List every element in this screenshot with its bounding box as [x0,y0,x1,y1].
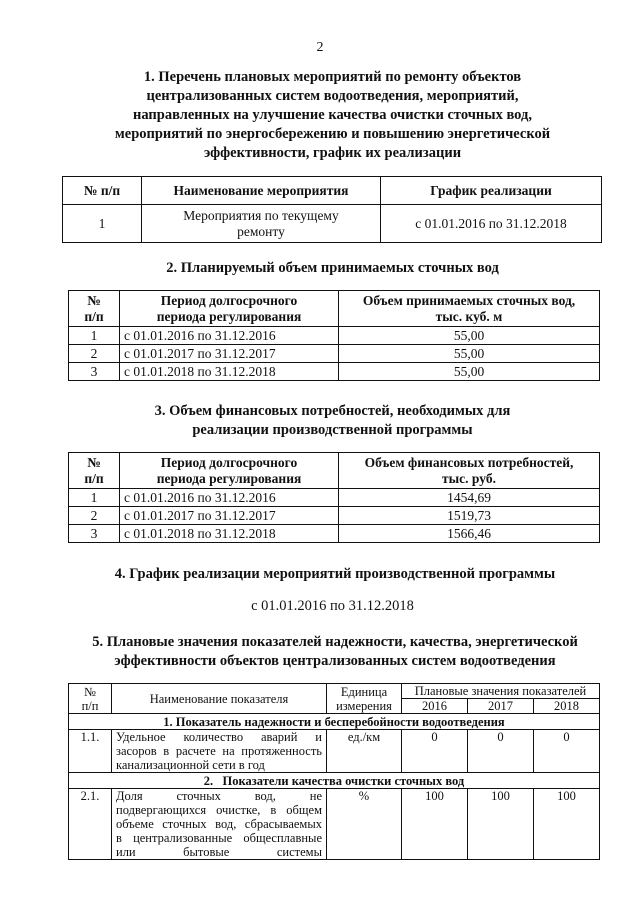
header-period-line: периода регулирования [156,470,302,486]
cell-num: 2 [69,507,120,525]
cell-name-line: в централизованные общесплавные [116,831,322,845]
cell-value-2016: 0 [402,730,468,773]
header-num [69,291,120,327]
header-num [69,453,120,489]
section5-table [68,683,600,860]
section2-table [68,290,600,381]
header-num-line: № [87,292,101,308]
header-period-line: периода регулирования [156,308,302,324]
cell-num: 3 [69,363,120,381]
header-num-line: п/п [84,470,104,486]
cell-value-2018: 0 [534,730,600,773]
table-row [69,789,600,860]
header-value-line: Объем принимаемых сточных вод, [362,292,576,308]
cell-name [112,789,327,860]
cell-unit: % [327,789,402,860]
section1-title-line: эффективности, график их реализации [203,145,462,161]
cell-name [112,730,327,773]
section1-title-line: направленных на улучшение качества очистки сточных вод, [133,107,532,123]
header-period-line: Период долгосрочного [160,454,298,470]
cell-period: с 01.01.2017 по 31.12.2017 [120,507,339,525]
cell-value: 55,00 [339,363,600,381]
section3-table [68,452,600,543]
cell-num: 2 [69,345,120,363]
section1-title-line: мероприятий по энергосбережению и повышению энергетической [114,126,551,142]
cell-num: 1 [63,205,142,243]
header-value [339,453,600,489]
header-value-line: Объем финансовых потребностей, [364,454,574,470]
section5-title-line: 5. Плановые значения показателей надежности, качества, энергетической [92,634,578,650]
cell-num: 1 [69,327,120,345]
group-title: 1. Показатель надежности и бесперебойности водоотведения [69,714,600,730]
header-value-line: тыс. руб. [442,470,496,486]
section1-title [60,68,605,163]
header-num: № п/п [63,177,142,205]
section3-title-line: реализации производственной программы [192,422,473,438]
header-num-line: п/п [84,308,104,324]
header-num-line: № [84,684,96,699]
header-num [69,684,112,714]
cell-value: 1519,73 [339,507,600,525]
cell-value: 55,00 [339,345,600,363]
cell-name-line: Мероприятия по текущему [183,207,339,223]
header-unit-line: Единица [340,684,388,699]
table-row [69,525,600,543]
table-row [69,345,600,363]
header-period [120,291,339,327]
header-year-2016: 2016 [402,699,468,714]
cell-name-line: засоров в расчете на протяженность [116,744,322,758]
table-row [69,507,600,525]
cell-name-line: объеме сточных вод, сбрасываемых [116,817,322,831]
cell-num: 1 [69,489,120,507]
section1-title-line: централизованных систем водоотведения, мероприятий, [146,88,519,104]
header-unit [327,684,402,714]
cell-value-2016: 100 [402,789,468,860]
cell-value-2018: 100 [534,789,600,860]
header-name: Наименование мероприятия [142,177,381,205]
header-period [120,453,339,489]
cell-unit: ед./км [327,730,402,773]
table-row [69,730,600,773]
group-title: 2. Показатели качества очистки сточных вод [69,773,600,789]
section3-title [60,402,605,440]
cell-value-2017: 100 [468,789,534,860]
header-planned: Плановые значения показателей [402,684,600,699]
cell-name-line: подвергающихся очистке, в общем [116,803,322,817]
section2-title: 2. Планируемый объем принимаемых сточных вод [166,260,499,276]
cell-value: 1566,46 [339,525,600,543]
header-year-2017: 2017 [468,699,534,714]
cell-schedule: с 01.01.2016 по 31.12.2018 [381,205,602,243]
cell-value: 1454,69 [339,489,600,507]
cell-period: с 01.01.2018 по 31.12.2018 [120,363,339,381]
table-row [69,363,600,381]
cell-name-line: Доля сточных вод, не [116,789,322,803]
cell-num: 3 [69,525,120,543]
header-num-line: № [87,454,101,470]
section5-title-line: эффективности объектов централизованных систем водоотведения [114,653,556,669]
cell-name-line: или бытовые системы [116,845,322,859]
section4-period: с 01.01.2016 по 31.12.2018 [251,598,414,614]
table-row [69,489,600,507]
header-unit-line: измерения [336,698,392,713]
page-number: 2 [316,40,324,55]
cell-period: с 01.01.2018 по 31.12.2018 [120,525,339,543]
section4-title: 4. График реализации мероприятий производственной программы [114,566,556,582]
cell-name-line: ремонту [237,223,285,239]
cell-name [142,205,381,243]
section1-title-line: 1. Перечень плановых мероприятий по ремонту объектов [143,69,522,85]
cell-name-line: канализационной сети в год [116,758,265,772]
section1-table [62,176,602,243]
cell-name-line: Удельное количество аварий и [116,730,322,744]
header-period-line: Период долгосрочного [160,292,298,308]
header-name: Наименование показателя [112,684,327,714]
header-value [339,291,600,327]
header-schedule: График реализации [381,177,602,205]
cell-value-2017: 0 [468,730,534,773]
table-row [63,205,602,243]
table-row [69,327,600,345]
header-value-line: тыс. куб. м [435,308,503,324]
header-num-line: п/п [81,698,99,713]
cell-num: 2.1. [69,789,112,860]
section5-title [40,633,630,671]
section3-title-line: 3. Объем финансовых потребностей, необходимых для [154,403,511,419]
header-year-2018: 2018 [534,699,600,714]
cell-value: 55,00 [339,327,600,345]
cell-num: 1.1. [69,730,112,773]
cell-period: с 01.01.2016 по 31.12.2016 [120,327,339,345]
cell-period: с 01.01.2016 по 31.12.2016 [120,489,339,507]
cell-period: с 01.01.2017 по 31.12.2017 [120,345,339,363]
